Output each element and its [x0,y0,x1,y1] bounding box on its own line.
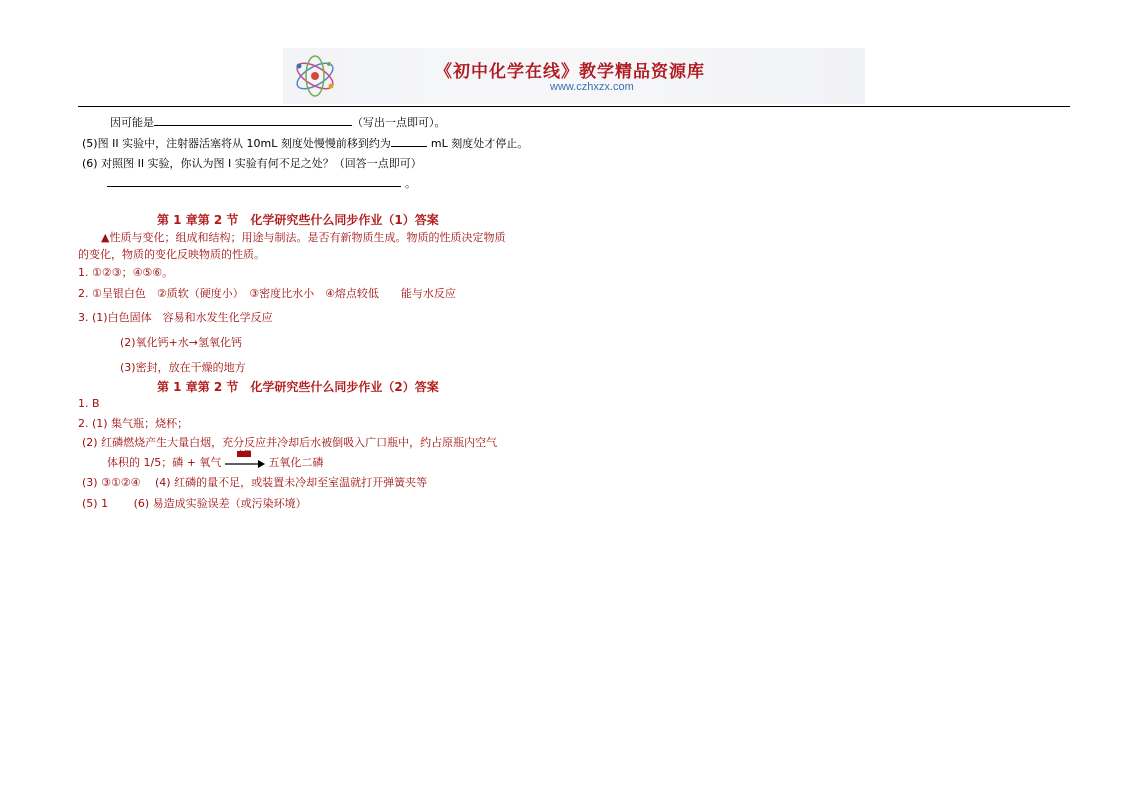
answers1-a3-1: 3. (1)白色固体 容易和水发生化学反应 [78,311,273,324]
reason-blank [154,114,352,126]
answers2-a5: (5) 1 (6) 易造成实验误差（或污染环境） [82,497,307,510]
answers1-intro-line2: 的变化，物质的变化反映物质的性质。 [78,248,265,261]
equation-reactants: 体积的 1/5；磷 + 氧气 [107,456,222,469]
answers2-a2-2-line2 [107,450,324,470]
answers1-a1: 1. ①②③；④⑤⑥。 [78,266,174,279]
arrow-right-icon [225,457,265,469]
banner-title: 《初中化学在线》教学精品资源库 [435,62,705,82]
answers2-a2-2-line1: (2) 红磷燃烧产生大量白烟，充分反应并冷却后水被倒吸入广口瓶中，约占原瓶内空气 [82,436,498,449]
q6-end: 。 [405,177,416,190]
answers1-a3-3: (3)密封，放在干燥的地方 [120,361,246,374]
banner-url: www.czhxzx.com [550,81,634,93]
answers1-intro-line1: ▲性质与变化；组成和结构；用途与制法。是否有新物质生成。物质的性质决定物质 [101,231,506,244]
answers2-a2-1: 2. (1) 集气瓶；烧杯； [78,417,189,430]
q6-blank [107,175,401,187]
molecule-logo-icon [289,52,341,100]
header-banner [283,48,865,104]
question-5 [82,135,528,151]
q5-blank [391,135,427,147]
reaction-arrow [225,450,265,469]
answers2-heading: 第 1 章第 2 节 化学研究些什么同步作业（2）答案 [157,380,439,394]
answers1-heading: 第 1 章第 2 节 化学研究些什么同步作业（1）答案 [157,213,439,227]
answers1-a2: 2. ①呈银白色 ②质软（硬度小） ③密度比水小 ④熔点较低 能与水反应 [78,287,456,300]
q5-suffix: mL 刻度处才停止。 [430,137,529,150]
answers2-a1: 1. B [78,397,100,410]
answers2-a3: (3) ③①②④ (4) 红磷的量不足，或装置未冷却至室温就打开弹簧夹等 [82,476,428,489]
answers1-a3-2: (2)氧化钙+水→氢氧化钙 [120,336,243,349]
reason-line [110,114,446,130]
reaction-condition: 点燃 [236,450,251,458]
header-divider [78,106,1070,107]
reason-prefix: 因可能是 [110,116,154,129]
q5-prefix: (5)图 II 实验中，注射器活塞将从 10mL 刻度处慢慢前移到约为 [82,137,391,150]
q6-answer-line [107,175,416,191]
question-6: (6) 对照图 II 实验，你认为图 I 实验有何不足之处？（回答一点即可） [82,157,422,170]
equation-product: 五氧化二磷 [268,456,324,469]
reason-suffix: （写出一点即可）。 [352,116,446,129]
